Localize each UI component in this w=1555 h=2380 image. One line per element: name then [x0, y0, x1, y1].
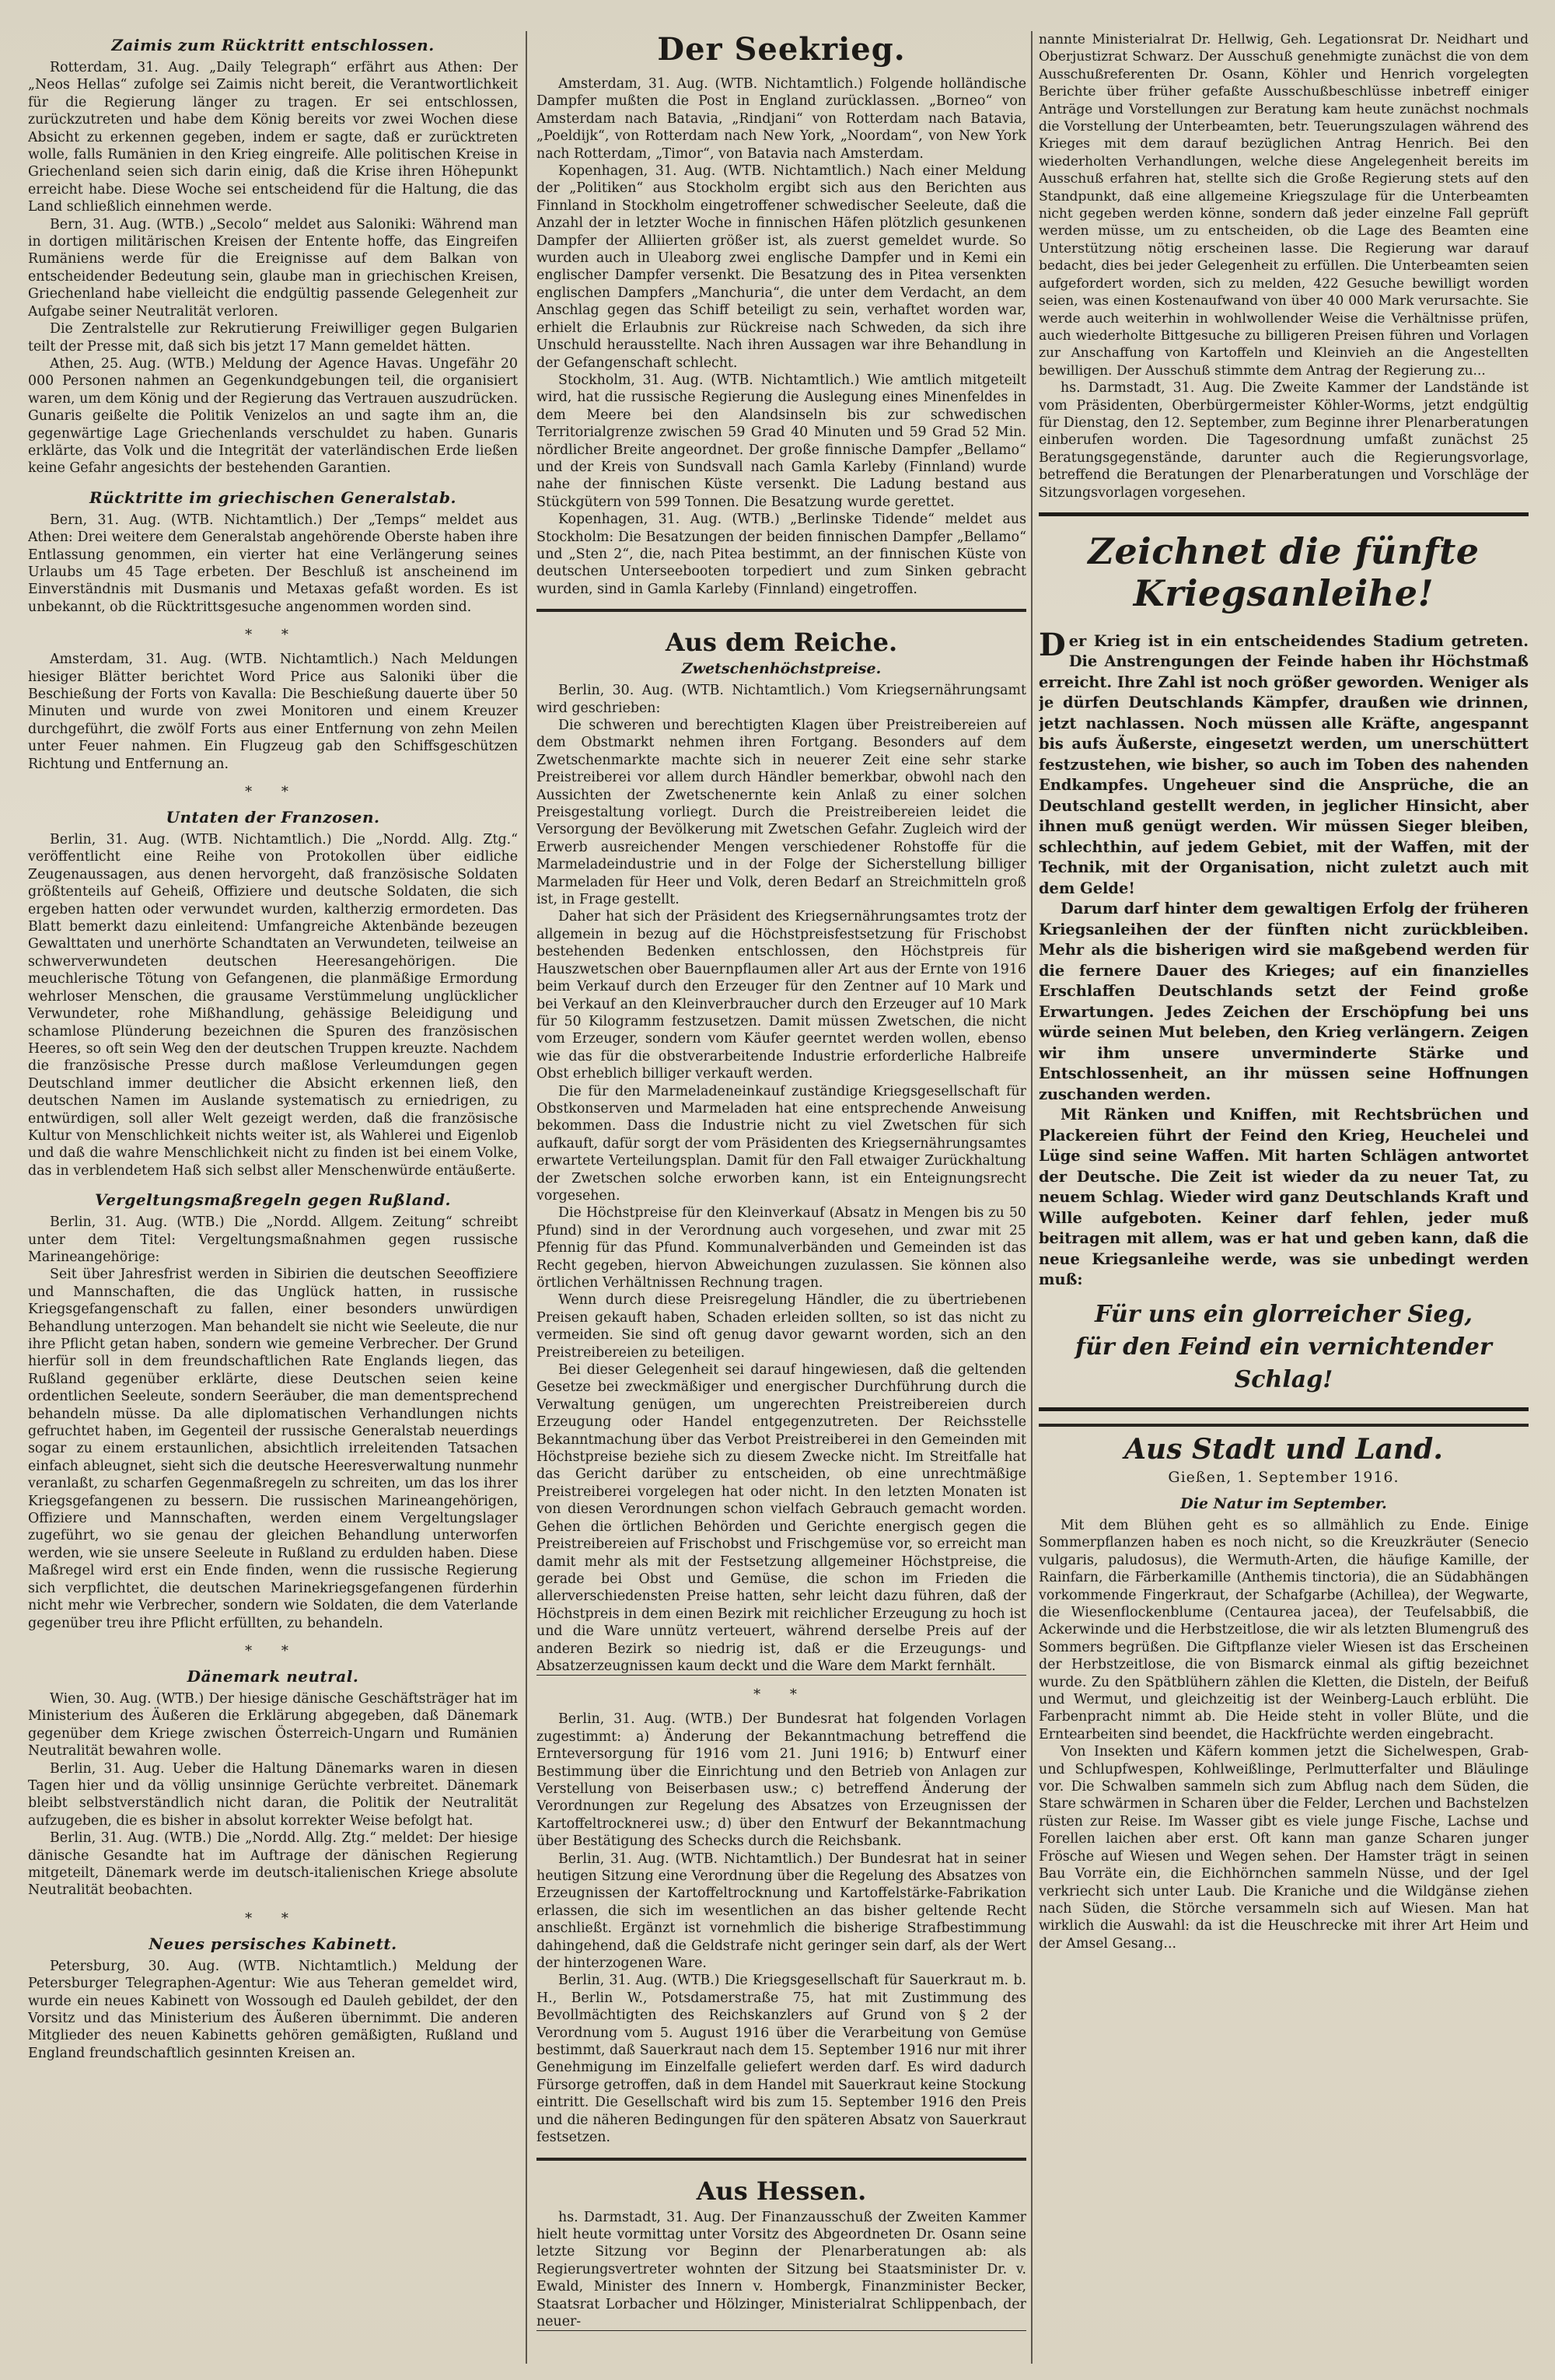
article-reich [536, 609, 1026, 1676]
article-paragraph: Amsterdam, 31. Aug. (WTB. Nichtamtlich.) Nach Meldungen hiesiger Blätter berichtet Word Price aus Saloniki über die Beschießung der Forts von Kavalla: Die Beschießung dauerte über 50 Minuten und wurde von zwei Monitoren und einem Kreuzer durchgeführt, die zwölf Forts aus einer Entfernung von zehn Meilen unter Feuer nahmen. Ein Flugzeug gab den Schiffsgeschützen Richtung und Entfernung an. [28, 652, 518, 772]
article-paragraph: Amsterdam, 31. Aug. (WTB. Nichtamtlich.) Folgende holländische Dampfer mußten die Post in England zurücklassen. „Borneo“ von Amsterdam nach Batavia, „Rindjani“ von Rotterdam nach Batavia, „Poeldijk“, von Rotterdam nach New York, „Noordam“, von New York nach Rotterdam, „Timor“, von Batavia nach Amsterdam. [536, 76, 1026, 162]
article-paragraph: Bern, 31. Aug. (WTB.) „Secolo“ meldet aus Saloniki: Während man in dortigen militärischen Kreisen der Entente hoffe, das Eingreifen Rumäniens werde für die Ereignisse auf dem Balkan von entscheidender Bedeutung sein, glaube man in griechischen Kreisen, Griechenland habe vielleicht die endgültig passende Gelegenheit zur Aufgabe seiner Neutralität verloren. [28, 216, 518, 320]
article-paragraph: Die schweren und berechtigten Klagen über Preistreibereien auf dem Obstmarkt nehmen ihren Fortgang. Besonders auf dem Zwetschenmarkte machte sich in neuerer Zeit eine sehr starke Preistreiberei vor allem durch Händler bemerkbar, obwohl nach den Aussichten der Zwetschenernte kein Anlaß zu einer solchen Preisgestaltung vorliegt. Durch die Preistreibereien leidet die Versorgung der Bevölkerung mit Zwetschen Gefahr. Zugleich wird der Erwerb ausreichender Mengen verschiedener Rohstoffe für die Marmeladeindustrie und in der Folge der Sicherstellung billiger Marmeladen für Heer und Volk, deren Bedarf an Streichmitteln groß ist, in Frage gestellt. [536, 718, 1026, 908]
appeal-slogan-line: Für uns ein glorreicher Sieg, [1095, 1300, 1473, 1328]
separator-stars: * * [245, 627, 301, 644]
article-heading: Zaimis zum Rücktritt entschlossen. [111, 36, 435, 54]
war-loan-appeal [1039, 512, 1529, 1411]
column-right [1039, 31, 1529, 2364]
article-paragraph: Von Insekten und Käfern kommen jetzt die Sichelwespen, Grab- und Schlupfwespen, Kohlweißlinge, Perlmutterfalter und Bläulinge vor. Die Schwalben sammeln sich zum Abflug nach dem Süden, die Stare schwärmen in Scharen über die Felder, Lerchen und Bachstelzen rüsten zur Reise. Im Wasser gibt es viele junge Fische, Lachse und Forellen laichen aber erst. Oft kann man ganze Scharen junger Frösche auf Wiesen und Wegen sehen. Der Hamster trägt in seinen Bau Vorräte ein, die Eichhörnchen sammeln Nüsse, und der Igel verkriecht sich unter Laub. Die Kraniche und die Wildgänse ziehen nach Süden, die Störche versammeln sich auf Wiesen. Man hat wirklich die Auswahl: da ist die Heuschrecke mit ihrer Art Heim und der Amsel Gesang... [1039, 1744, 1529, 1952]
separator-stars: * * [245, 1642, 301, 1659]
article-paragraph: Kopenhagen, 31. Aug. (WTB.) „Berlinske Tidende“ meldet aus Stockholm: Die Besatzungen der beiden finnischen Dampfer „Bellamo“ und „Sten 2“, die, nach Pitea bestimmt, an der finnischen Küste von deutschen Unterseebooten torpediert und zum Sinken gebracht wurden, sind in Gamla Karleby (Finnland) eingetroffen. [536, 512, 1026, 597]
article-paragraph: Petersburg, 30. Aug. (WTB. Nichtamtlich.) Meldung der Petersburger Telegraphen-Agentur: Wie aus Teheran gemeldet wird, wurde ein neues Kabinett von Wossough ed Dauleh gebildet, der den Vorsitz und das Ministerium des Äußeren übernimmt. Die anderen Mitglieder des neuen Kabinetts gehören gemäßigten, Rußland und England freundschaftlich gesinnten Kreisen an. [28, 1958, 518, 2061]
article-paragraph: Berlin, 31. Aug. Ueber die Haltung Dänemarks waren in diesen Tagen hier und da völlig unsinnige Gerüchte verbreitet. Dänemark bleibt selbstverständlich nicht daran, die Politik der Neutralität aufzugeben, die es bisher in absolut korrekter Weise befolgt hat. [28, 1760, 518, 1829]
article-paragraph: Die für den Marmeladeneinkauf zuständige Kriegsgesellschaft für Obstkonserven und Marmeladen hat eine entsprechende Anweisung bekommen. Dass die Industrie nicht zu viel Zwetschen für sich aufkauft, dafür sorgt der vom Präsidenten des Kriegsernährungsamtes erwartete Verteilungsplan. Damit für den Fall etwaiger Zurückhaltung der Zwetschen solche erworben kann, ist ein Enteignungsrecht vorgesehen. [536, 1083, 1026, 1204]
article-paragraph: Berlin, 31. Aug. (WTB.) Der Bundesrat hat folgenden Vorlagen zugestimmt: a) Änderung der Bekanntmachung betreffend die Ernteversorgung für 1916 vom 21. Juni 1916; b) Entwurf einer Bestimmung über die Einrichtung und den Betrieb von Anlagen zur Verstellung von Beiserbasen usw.; c) betreffend Änderung der Verordnungen zur Regelung des Absatzes von Erzeugnissen der Kartoffeltrocknerei usw.; d) über den Entwurf der Bekanntmachung über Bestätigung des Schecks durch die Reichsbank. [536, 1711, 1026, 1850]
section-heading: Aus dem Reiche. [665, 627, 898, 658]
article-paragraph: Berlin, 31. Aug. (WTB.) Die Kriegsgesellschaft für Sauerkraut m. b. H., Berlin W., Potsdamerstraße 75, hat mit Zustimmung des Bevollmächtigten des Reichskanzlers auf Grund von § 2 der Verordnung vom 5. August 1916 über die Verarbeitung von Gemüse bestimmt, daß Sauerkraut nach dem 15. September 1916 nur mit ihrer Genehmigung im Einzelfalle geliefert werden darf. Es wird dadurch Fürsorge getroffen, daß in dem Handel mit Sauerkraut keine Stockung eintritt. Die Gesellschaft wird bis zum 15. September 1916 den Preis und die näheren Bedingungen für den späteren Absatz von Sauerkraut festsetzen. [536, 1973, 1026, 2146]
section-heading: Aus Stadt und Land. [1039, 1424, 1529, 1466]
article-paragraph: Berlin, 31. Aug. (WTB. Nichtamtlich.) Der Bundesrat hat in seiner heutigen Sitzung eine Verordnung über die Regelung des Absatzes von Erzeugnissen der Kartoffeltrocknung und Kartoffelstärke-Fabrikation erlassen, die sich im wesentlichen an das bisher geltende Recht anschließt. Ergänzt ist vornehmlich die bisherige Strafbestimmung dahingehend, daß die Geldstrafe nicht geringer sein darf, als der Wert der hinterzogenen Ware. [536, 1851, 1026, 1972]
article-vergeltung [28, 1190, 518, 1632]
article-generalstab [28, 488, 518, 616]
article-heading: Untaten der Franzosen. [166, 808, 380, 827]
article-paragraph: Rotterdam, 31. Aug. „Daily Telegraph“ erfährt aus Athen: Der „Neos Hellas“ zufolge sei Zaimis nicht bereit, die Verantwortlichkeit für die Regierung länger zu tragen. Er sei entschlossen, zurückzutreten und habe dem König bereits vor zwei Wochen diese Absicht zu erkennen gegeben, indem er sagte, daß er zurücktreten wolle, falls Rumänien in den Krieg eingreife. Alle politischen Kreise in Griechenland seien sich darin einig, daß die Krise ihren Höhepunkt erreicht habe. Diese Woche sei entscheidend für die Haltung, die das Land schließlich einnehmen werde. [28, 60, 518, 215]
article-paragraph: nannte Ministerialrat Dr. Hellwig, Geh. Legationsrat Dr. Neidhart und Oberjustizrat Schwarz. Der Ausschuß genehmigte zunächst die von dem Ausschußreferenten Dr. Osann, Köhler und Henrich vorgelegten Berichte über früher gefaßte Ausschußbeschlüsse inbetreff einiger Anträge und Vorstellungen zur Beratung kam heute zunächst nochmals die Vorstellung der Unterbeamten, betr. Teuerungszulagen während des Krieges mit dem darauf bezüglichen Antrag Henrich. Bei den wiederholten Verhandlungen, welche diese Angelegenheit bereits im Ausschuß erfahren hat, stellte sich die Große Regierung stets auf den Standpunkt, daß eine allgemeine Kriegszulage für die Unterbeamten nicht gegeben werden könne, sondern daß jeder einzelne Fall geprüft werden müsse, um zu entscheiden, ob die Lage des Beamten eine Unterstützung nötig erscheinen lasse. Die Regierung war darauf bedacht, dies bei jeder Gelegenheit zu erfüllen. Die Unterbeamten seien aufgefordert worden, sich zu melden, 422 Gesuche bewilligt worden seien, was einen Kostenaufwand von über 40 000 Mark verursachte. Sie werde auch weiterhin in wohlwollender Weise die Verhältnisse prüfen, auch wiederholte Bittgesuche zu billigeren Preisen führen und Vorlagen zur Anschaffung von Kartoffeln und Kleinvieh an die Angestellten bewilligen. Der Ausschuß stimmte dem Antrag der Regierung zu... [1039, 32, 1529, 379]
article-paragraph: Berlin, 30. Aug. (WTB. Nichtamtlich.) Vom Kriegsernährungsamt wird geschrieben: [536, 683, 1026, 716]
column-divider [526, 31, 527, 2364]
article-paragraph: Berlin, 31. Aug. (WTB.) Die „Nordd. Allgem. Zeitung“ schreibt unter dem Titel: Vergeltungsmaßnahmen gegen russische Marineangehörige: [28, 1214, 518, 1265]
article-paragraph: Seit über Jahresfrist werden in Sibirien die deutschen Seeoffiziere und Mannschaften, die das Unglück hatten, in russische Kriegsgefangenschaft zu fallen, einer besonders unwürdigen Behandlung unterzogen. Man behandelt sie nicht wie Seeleute, die nur ihre Pflicht getan haben, sondern wie gemeine Verbrecher. Der Grund hierfür soll in dem freundschaftlichen Rate Englands liegen, das Rußland gegenüber erklärte, diese Deutschen seien keine ordentlichen Seeleute, sondern Seeräuber, die man dementsprechend behandeln müsse. Da alle diplomatischen Verhandlungen nichts gefruchtet haben, im Gegenteil der russische Generalstab neuerdings sogar zu einem erstaunlichen, absichtlich irreleitenden Tatsachen einfach ableugnet, sieht sich die deutsche Heeresverwaltung nunmehr veranlaßt, zu scharfen Gegenmaßregeln zu schreiten, um das los ihrer Kriegsgefangenen zu bessern. Die russischen Marineangehörigen, Offiziere und Mannschaften, werden einem Vergeltungslager zugeführt, wo sie genau der gleichen Behandlung unterworfen werden, wie sie unsere Seeleute in Rußland zu erdulden haben. Diese Maßregel wird erst ein Ende finden, wenn die russische Regierung sich verpflichtet, die deutschen Marinekriegsgefangenen fürderhin nicht mehr wie Verbrecher, sondern wie Soldaten, die dem Vaterlande gegenüber treu ihre Pflicht erfüllten, zu behandeln. [28, 1267, 518, 1631]
article-stadt-land [1039, 1424, 1529, 1952]
article-hessen [536, 2158, 1026, 2332]
article-seekrieg [536, 31, 1026, 598]
appeal-slogan [1039, 1298, 1529, 1396]
article-subheading: Die Natur im September. [1180, 1494, 1387, 1512]
article-paragraph: hs. Darmstadt, 31. Aug. Die Zweite Kammer der Landstände ist vom Präsidenten, Oberbürgermeister Köhler-Worms, jetzt endgültig für Dienstag, den 12. September, zum Beginne ihrer Plenarberatungen einberufen worden. Die Tagesordnung umfaßt zunächst 25 Beratungsgegenstände, darunter auch die Regierungsvorlage, betreffend die Beratungen der Plenarberatungen und Vorschläge der Sitzungsvorlagen vorgesehen. [1039, 380, 1529, 501]
article-subheading: Zwetschenhöchstpreise. [681, 660, 882, 678]
article-paragraph: Bei dieser Gelegenheit sei darauf hingewiesen, daß die geltenden Gesetze bei zweckmäßiger und energischer Durchführung durch die Verwaltung genügen, um ungerechten Preistreibereien durch Erzeugung oder Handel entgegenzutreten. Der Reichsstelle Bekanntmachung über das Verbot Preistreiberei in den Gemeinden mit Höchstpreise beziehe sich zu diesem Zwecke nicht. Im Streitfalle hat das Gericht darüber zu entscheiden, ob eine unrechtmäßige Preistreiberei vorgelegen hat oder nicht. In den letzten Monaten ist von diesen Verordnungen schon vielfach Gebrauch gemacht worden. Gehen die örtlichen Behörden und Gerichte energisch gegen die Preistreibereien auf Frischobst und Frischgemüse vor, so erreicht man damit mehr als mit der Festsetzung allgemeiner Höchstpreise, die gerade bei Obst und Gemüse, die schon im Frieden die allerverschiedensten Preise hatten, sehr leicht dazu führen, daß der Höchstpreis in dem einen Bezirk mit reichlicher Erzeugung zu hoch ist und die Ware unnütz verteuert, während derselbe Preis auf der anderen Bezirk so niedrig ist, daß er die Erzeugungs- und Absatzerzeugnissen kaum deckt und die Ware dem Markt fernhält. [536, 1362, 1026, 1674]
article-kabinett [28, 1910, 518, 2062]
article-paragraph: Wenn durch diese Preisregelung Händler, die zu übertriebenen Preisen gekauft haben, Schaden erleiden sollten, so ist das nicht zu vermeiden. Sie sind oft genug davor gewarnt worden, sich an den Preistreibereien zu beteiligen. [536, 1292, 1026, 1361]
article-paragraph: Athen, 25. Aug. (WTB.) Meldung der Agence Havas. Ungefähr 20 000 Personen nahmen an Gegenkundgebungen teil, die organisiert waren, um dem König und der Regierung das Vertrauen auszudrücken. Gunaris geißelte die Politik Venizelos an und sagte ihm an, die gegenwärtige Lage Griechenlands verschuldet zu haben. Gunaris erklärte, das Volk und die Integrität der vaterländischen Erde ließen keine Gefahr angesichts der bestehenden Garantien. [28, 355, 518, 477]
article-paragraph: Die Höchstpreise für den Kleinverkauf (Absatz in Mengen bis zu 50 Pfund) sind in der Verordnung auch vorgesehen, und zwar mit 25 Pfennig für das Pfund. Kommunalverbänden und Gemeinden ist das Recht gegeben, hiervon Abweichungen zuzulassen. Sie können also örtlichen Verhältnissen Rechnung tragen. [536, 1205, 1026, 1291]
article-paragraph: Wien, 30. Aug. (WTB.) Der hiesige dänische Geschäftsträger hat im Ministerium des Äußeren die Erklärung abgegeben, daß Dänemark gegenüber dem Kriege zwischen Österreich-Ungarn und Rumänien Neutralität bewahren wolle. [28, 1690, 518, 1760]
appeal-paragraph: Mit Ränken und Kniffen, mit Rechtsbrüchen und Plackereien führt der Feind den Krieg, Heuchelei und Lüge sind seine Waffen. Mit harten Schlägen antwortet der Deutsche. Die Zeit ist wieder da zu neuer Tat, zu neuem Schlag. Wieder wird ganz Deutschlands Kraft und Wille aufgeboten. Keiner darf fehlen, jeder muß beitragen mit allem, was er hat und geben kann, daß die neue Kriegsanleihe werde, was sie unbedingt werden muß: [1039, 1106, 1529, 1289]
article-paragraph: Daher hat sich der Präsident des Kriegsernährungsamtes trotz der allgemein in bezug auf die Höchstpreisfestsetzung für Frischobst bestehenden Bedenken entschlossen, den Höchstpreis für Hauszwetschen ober Bauernpflaumen aller Art aus der Ernte von 1916 beim Verkauf durch den Erzeuger für den Zentner auf 10 Mark und bei Verkauf an den Kleinverbraucher durch den Erzeuger auf 10 Mark für 50 Kilogramm festzusetzen. Damit müssen Zwetschen, die nicht vom Erzeuger, sondern vom Käufer geerntet werden wollen, ebenso wie das für die obstverarbeitende Industrie erforderliche Halbreife Obst erheblich billiger verkauft werden. [536, 909, 1026, 1082]
article-untaten [28, 784, 518, 1180]
article-heading: Rücktritte im griechischen Generalstab. [89, 488, 456, 507]
article-bundesrat [536, 1686, 1026, 2146]
column-middle [536, 31, 1026, 2364]
article-heading: Vergeltungsmaßregeln gegen Rußland. [94, 1190, 452, 1210]
appeal-paragraph: Darum darf hinter dem gewaltigen Erfolg der früheren Kriegsanleihen der der fünften nicht zurückbleiben. Mehr als die bisherigen wird sie maßgebend werden für die fernere Dauer des Krieges; auf ein finanzielles Erschlaffen Deutschlands setzt der Feind große Erwartungen. Jedes Zeichen der Erschöpfung bei uns würde seinen Mut beleben, den Krieg verlängern. Zeigen wir ihm unsere unverminderte Stärke und Entschlossenheit, an ihr müssen seine Hoffnungen zuschanden werden. [1039, 900, 1529, 1103]
separator-stars: * * [753, 1686, 809, 1704]
article-paragraph: Bern, 31. Aug. (WTB. Nichtamtlich.) Der „Temps“ meldet aus Athen: Drei weitere dem Generalstab angehörende Oberste haben ihre Entlassung genommen, ein vierter hat eine Verlängerung seines Urlaubs um 45 Tage erbeten. Der Beschluß ist anscheinend im Einverständnis mit Dusmanis und Metaxas gefaßt worden. Es ist unbekannt, ob die Rücktrittsgesuche angenommen worden sind. [28, 512, 518, 615]
separator-stars: * * [245, 1910, 301, 1927]
section-heading: Der Seekrieg. [657, 31, 906, 68]
article-hessen-continued [1039, 31, 1529, 502]
article-paragraph: hs. Darmstadt, 31. Aug. Der Finanzausschuß der Zweiten Kammer hielt heute vormittag unter Vorsitz des Abgeordneten Dr. Osann seine letzte Sitzung vor Beginn der Plenarberatungen ab: als Regierungsvertreter wohnten der Sitzung bei Staatsminister Dr. v. Ewald, Minister des Innern v. Hombergk, Finanzminister Becker, Staatsrat Lorbacher und Hölzinger, Ministerialrat Schlippenbach, der neuer- [536, 2209, 1026, 2329]
dateline: Gießen, 1. September 1916. [1168, 1468, 1400, 1486]
article-paragraph: Stockholm, 31. Aug. (WTB. Nichtamtlich.) Wie amtlich mitgeteilt wird, hat die russische Regierung die Auslegung eines Minenfeldes in dem Meere bei den Alandsinseln bis zur schwedischen Territorialgrenze zwischen 59 Grad 40 Minuten und 59 Grad 52 Min. nördlicher Breite angeordnet. Der große finnische Dampfer „Bellamo“ und der Kreis von Sundsvall nach Gamla Karleby (Finnland) wurde nahe der finnischen Küste versenkt. Die Ladung bestand aus Stückgütern von 599 Tonnen. Die Besatzung wurde gerettet. [536, 372, 1026, 510]
appeal-slogan-line: für den Feind ein vernichtender Schlag! [1075, 1333, 1492, 1393]
appeal-paragraph: Der Krieg ist in ein entscheidendes Stadium getreten. Die Anstrengungen der Feinde haben ihr Höchstmaß erreicht. Ihre Zahl ist noch größer geworden. Weniger als je dürfen Deutschlands Kämpfer, draußen wie drinnen, jetzt nachlassen. Noch müssen alle Kräfte, angespannt bis aufs Äußerste, eingesetzt werden, um unerschüttert festzustehen, wie bisher, so auch im Toben des nahenden Endkampfes. Ungeheuer sind die Ansprüche, die an Deutschland gestellt werden, in jeglicher Hinsicht, aber ihnen muß genügt werden. Wir müssen Sieger bleiben, schlechthin, auf jedem Gebiet, mit der Waffen, mit der Technik, mit der Organisation, nicht zuletzt auch mit dem Gelde! [1039, 626, 1529, 897]
separator-stars: * * [245, 784, 301, 801]
article-zaimis [28, 36, 518, 477]
article-kavalla [28, 627, 518, 773]
article-heading: Dänemark neutral. [187, 1666, 359, 1686]
article-paragraph: Berlin, 31. Aug. (WTB. Nichtamtlich.) Die „Nordd. Allg. Ztg.“ veröffentlicht eine Reihe von Protokollen über eidliche Zeugenaussagen, aus denen hervorgeht, daß französische Soldaten größtenteils auf Geheiß, Offiziere und deutsche Soldaten, die sich ergeben hatten oder verwundet wurden, kaltherzig ermordeten. Das Blatt bemerkt dazu einleitend: Umfangreiche Aktenbände bezeugen Gewalttaten und unerhörte Schandtaten an Verwundeten, teilweise an schwerverwundeten deutschen Heeresangehörigen. Die meuchlerische Tötung von Gefangenen, die planmäßige Ermordung wehrloser Menschen, die grausame Verstümmelung unglücklicher Verwundeter, rohe Mißhandlung, gehässige Beleidigung und schamlose Plünderung bezeichnen die Spuren des französischen Heeres, so oft sein Weg den der deutschen Truppen kreuzte. Nachdem die französische Presse durch maßlose Verleumdungen gegen Deutschland immer deutlicher die Absicht erkennen ließ, den deutschen Namen im Auslande systematisch zu erniedrigen, zu entwürdigen, soll aller Welt gezeigt werden, daß die französische Kultur von Menschlichkeit nichts weiter ist, als Wahlerei und Eigenlob und daß die wahre Menschlichkeit nicht zu finden ist bei einem Volke, das in verblendetem Haß sich selbst aller Menschenwürde entäußerte. [28, 832, 518, 1179]
article-paragraph: Mit dem Blühen geht es so allmählich zu Ende. Einige Sommerpflanzen haben es noch nicht, so die Kreuzkräuter (Senecio vulgaris, paludosus), die Wermuth-Arten, die häufige Kamille, der Rainfarn, die Färberkamille (Anthemis tinctoria), die an Südabhängen vorkommende Fingerkraut, der Schafgarbe (Achillea), der Wegwarte, die Wiesenflockenblume (Centaurea jacea), der Teufelsabbiß, die Ackerwinde und die Herbstzeitlose, die wir als letzten Blumengruß des Sommers begrüßen. Die Giftpflanze vieler Wiesen ist das Erscheinen der Herbstzeitlose, die von Bismarck einmal als giftig bezeichnet wurde. Zu den Spätblühern zählen die Kletten, die Disteln, der Beifuß und Wermut, und gleichzeitig ist der Weinberg-Lauch erblüht. Die Farbenpracht nimmt ab. Die Heide steht in voller Blüte, und die Erntearbeiten sind beendet, die Hackfrüchte werden eingebracht. [1039, 1517, 1529, 1742]
section-heading: Aus Hessen. [696, 2176, 867, 2206]
column-divider [1031, 31, 1033, 2364]
article-paragraph: Berlin, 31. Aug. (WTB.) Die „Nordd. Allg. Ztg.“ meldet: Der hiesige dänische Gesandte hat im Auftrage der dänischen Regierung mitgeteilt, Dänemark werde im deutsch-italienischen Kriege absolute Neutralität beobachten. [28, 1830, 518, 1899]
article-daenemark [28, 1643, 518, 1899]
column-left [28, 31, 518, 2364]
article-heading: Neues persisches Kabinett. [149, 1934, 397, 1953]
appeal-title: Zeichnet die fünfte Kriegsanleihe! [1088, 529, 1480, 614]
article-paragraph: Kopenhagen, 31. Aug. (WTB. Nichtamtlich.) Nach einer Meldung der „Politiken“ aus Stockholm ergibt sich aus den Berichten aus Finnland in Stockholm eingetroffener schwedischer Seeleute, daß die Anzahl der in letzter Woche in finnischen Häfen plötzlich gesunkenen Dampfer der Alliierten größer ist, als zuerst gemeldet wurde. So wurden auch in Uleaborg zwei englische Dampfer und in Kemi ein englischer Dampfer versenkt. Die Besatzung des in Pitea versenkten englischen Dampfers „Manchuria“, die unter dem Verdacht, an dem Anschlag gegen das Schiff beteiligt zu sein, verhaftet worden war, erhielt die Erlaubnis zur Rückreise nach Schweden, da sich ihre Unschuld herausstellte. Nach ihren Aussagen war ihre Behandlung in der Gefangenschaft schlecht. [536, 163, 1026, 371]
article-paragraph: Die Zentralstelle zur Rekrutierung Freiwilliger gegen Bulgarien teilt der Presse mit, daß sich bis jetzt 17 Mann gemeldet hätten. [28, 321, 518, 355]
